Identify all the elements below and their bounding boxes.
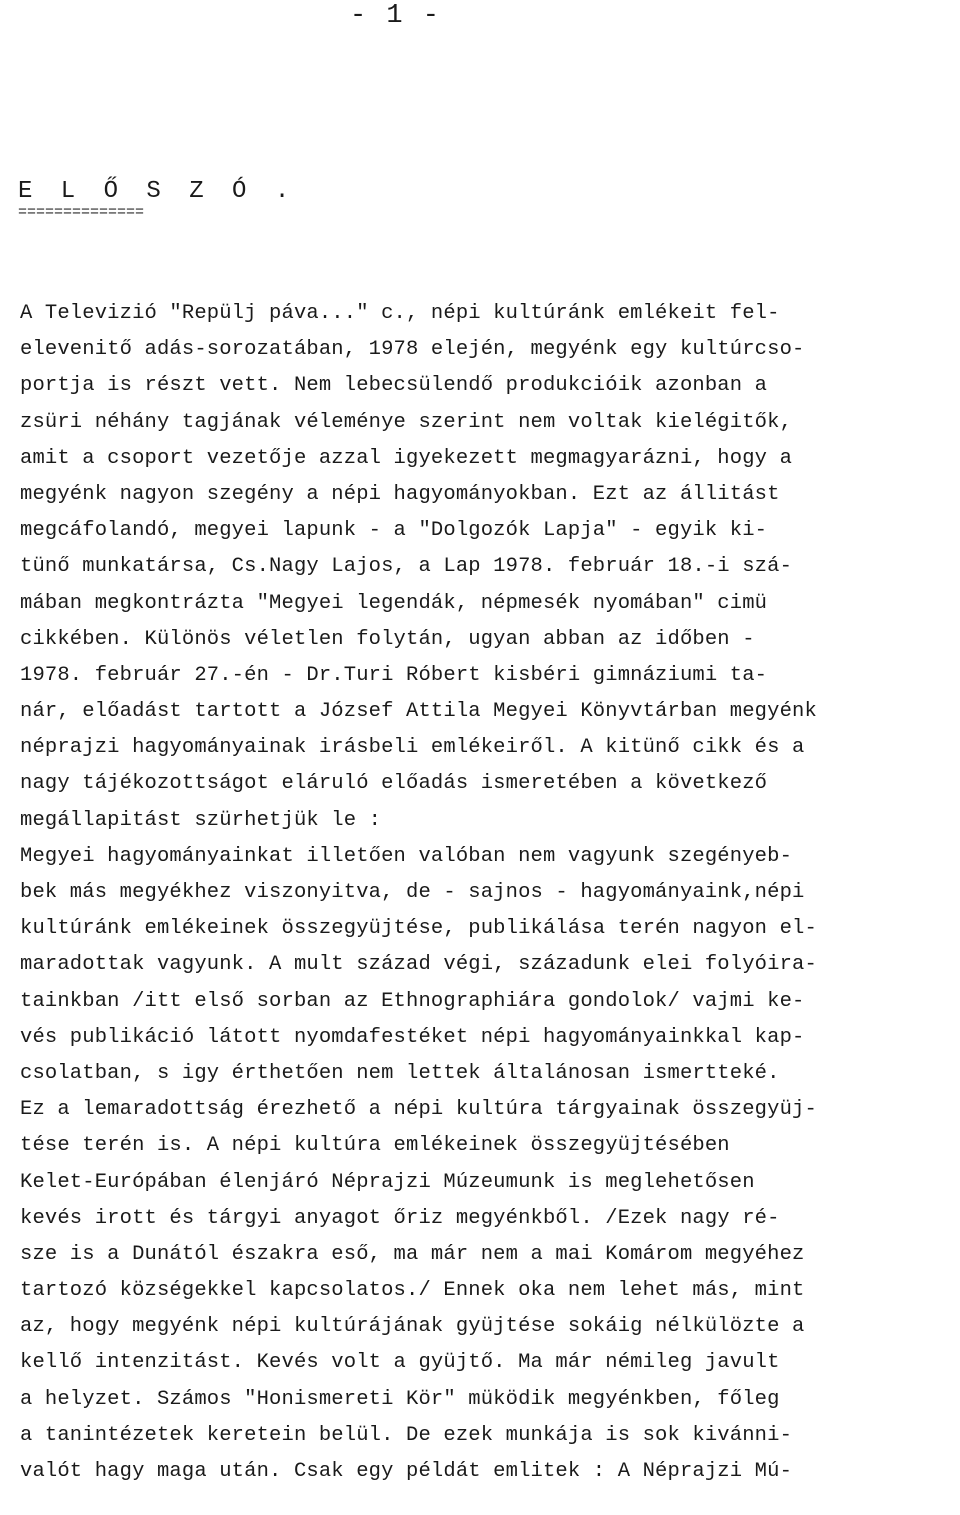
text-line: amit a csoport vezetője azzal igyekezett megmagyarázni, hogy a [20, 446, 793, 470]
text-line: tartozó községekkel kapcsolatos./ Ennek oka nem lehet más, mint [20, 1279, 805, 1303]
text-line: zsüri néhány tagjának véleménye szerint nem voltak kielégitők, [20, 410, 793, 434]
text-line: Megyei hagyományainkat illetően valóban nem vagyunk szegényeb- [20, 844, 793, 868]
page-number: - 1 - [350, 1, 442, 31]
text-line: néprajzi hagyományainak irásbeli emlékeiről. A kitünő cikk és a [20, 736, 805, 760]
text-line: csolatban, s igy érthetően nem lettek általánosan ismertteké. [20, 1061, 780, 1085]
section-heading: E L Ő S Z Ó . [18, 178, 297, 205]
text-line: a helyzet. Számos "Honismereti Kör" müködik megyénkben, főleg [20, 1387, 780, 1411]
heading-underline: ============== [18, 204, 145, 221]
text-line: kultúránk emlékeinek összegyüjtése, publikálása terén nagyon el- [20, 917, 817, 941]
text-line: elevenitő adás-sorozatában, 1978 elején, megyénk egy kultúrcso- [20, 338, 805, 362]
text-line: sze is a Dunától északra eső, ma már nem a mai Komárom megyéhez [20, 1242, 805, 1266]
text-line: megyénk nagyon szegény a népi hagyományokban. Ezt az állitást [20, 482, 780, 506]
text-line: 1978. február 27.-én - Dr.Turi Róbert kisbéri gimnáziumi ta- [20, 663, 768, 687]
text-line: megállapitást szürhetjük le : [20, 808, 382, 832]
text-line: az, hogy megyénk népi kultúrájának gyüjtése sokáig nélkülözte a [20, 1315, 805, 1339]
text-line: cikkében. Különös véletlen folytán, ugyan abban az időben - [20, 627, 755, 651]
text-line: portja is részt vett. Nem lebecsülendő produkcióik azonban a [20, 374, 768, 398]
text-line: Kelet-Európában élenjáró Néprajzi Múzeumunk is meglehetősen [20, 1170, 755, 1194]
text-line: tainkban /itt első sorban az Ethnographiára gondolok/ vajmi ke- [20, 989, 805, 1013]
text-line: A Televizió "Repülj páva..." c., népi kultúránk emlékeit fel- [20, 302, 780, 325]
text-line: vés publikáció látott nyomdafestéket népi hagyományainkkal kap- [20, 1025, 805, 1049]
text-line: Ez a lemaradottság érezhető a népi kultúra tárgyainak összegyüj- [20, 1098, 817, 1122]
text-line: kellő intenzitást. Kevés volt a gyüjtő. Ma már némileg javult [20, 1351, 780, 1375]
body-paragraph [20, 296, 955, 1490]
text-line: valót hagy maga után. Csak egy példát emlitek : A Néprajzi Mú- [20, 1460, 793, 1483]
text-line: a tanintézetek keretein belül. De ezek munkája is sok kivánni- [20, 1423, 793, 1447]
text-line: tése terén is. A népi kultúra emlékeinek összegyüjtésében [20, 1134, 730, 1158]
text-line: bek más megyékhez viszonyitva, de - sajnos - hagyományaink,népi [20, 881, 805, 904]
text-line: mában megkontrázta "Megyei legendák, népmesék nyomában" cimü [20, 591, 768, 615]
text-line: tünő munkatársa, Cs.Nagy Lajos, a Lap 1978. február 18.-i szá- [20, 555, 793, 579]
text-line: maradottak vagyunk. A mult század végi, századunk elei folyóira- [20, 953, 817, 977]
text-line: nár, előadást tartott a József Attila Megyei Könyvtárban megyénk [20, 700, 817, 724]
text-line: megcáfolandó, megyei lapunk - a "Dolgozók Lapja" - egyik ki- [20, 519, 768, 543]
text-line: kevés irott és tárgyi anyagot őriz megyénkből. /Ezek nagy ré- [20, 1206, 780, 1230]
text-line: nagy tájékozottságot eláruló előadás ismeretében a következő [20, 772, 768, 796]
